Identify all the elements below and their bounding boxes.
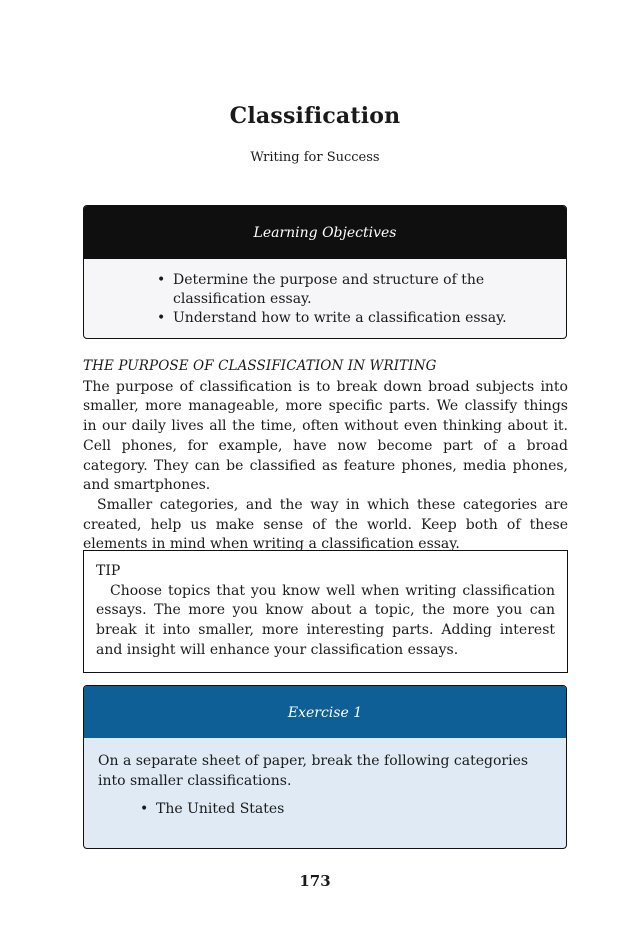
learning-objectives-box [83, 205, 567, 339]
tip-box [83, 550, 568, 673]
tip-label: TIP [96, 563, 121, 579]
learning-objectives-list [84, 271, 566, 328]
list-item: • Understand how to write a classification essay. [157, 309, 566, 328]
page-number: 173 [299, 872, 331, 890]
page-subtitle: Writing for Success [250, 150, 380, 165]
exercise-box [83, 685, 567, 849]
list-item: • Determine the purpose and structure of the classification essay. [157, 271, 566, 309]
purpose-section [83, 357, 568, 555]
section-heading: THE PURPOSE OF CLASSIFICATION IN WRITING [83, 358, 437, 374]
exercise-heading: Exercise 1 [84, 686, 566, 738]
exercise-list [84, 800, 566, 819]
section-paragraph: Smaller categories, and the way in which these categories are created, help us make sense of the world. Keep both of these elements in mind when writing a classification essay. [83, 496, 568, 553]
exercise-instruction: On a separate sheet of paper, break the following categories into smaller classifications. [98, 753, 529, 789]
tip-text: Choose topics that you know well when writing classification essays. The more you know about a topic, the more you can break it into smaller, more interesting parts. Adding interest and insight will enhance your classification essays. [96, 582, 555, 658]
section-paragraph: The purpose of classification is to break down broad subjects into smaller, more manageable, more specific parts. We classify things in our daily lives all the time, often without even thinking about it. Cell phones, for example, have now become part of a broad category. They can be classified as feature phones, media phones, and smartphones. [83, 378, 568, 494]
learning-objectives-heading: Learning Objectives [84, 206, 566, 259]
page-title: Classification [229, 103, 401, 129]
list-item: • The United States [140, 800, 566, 819]
